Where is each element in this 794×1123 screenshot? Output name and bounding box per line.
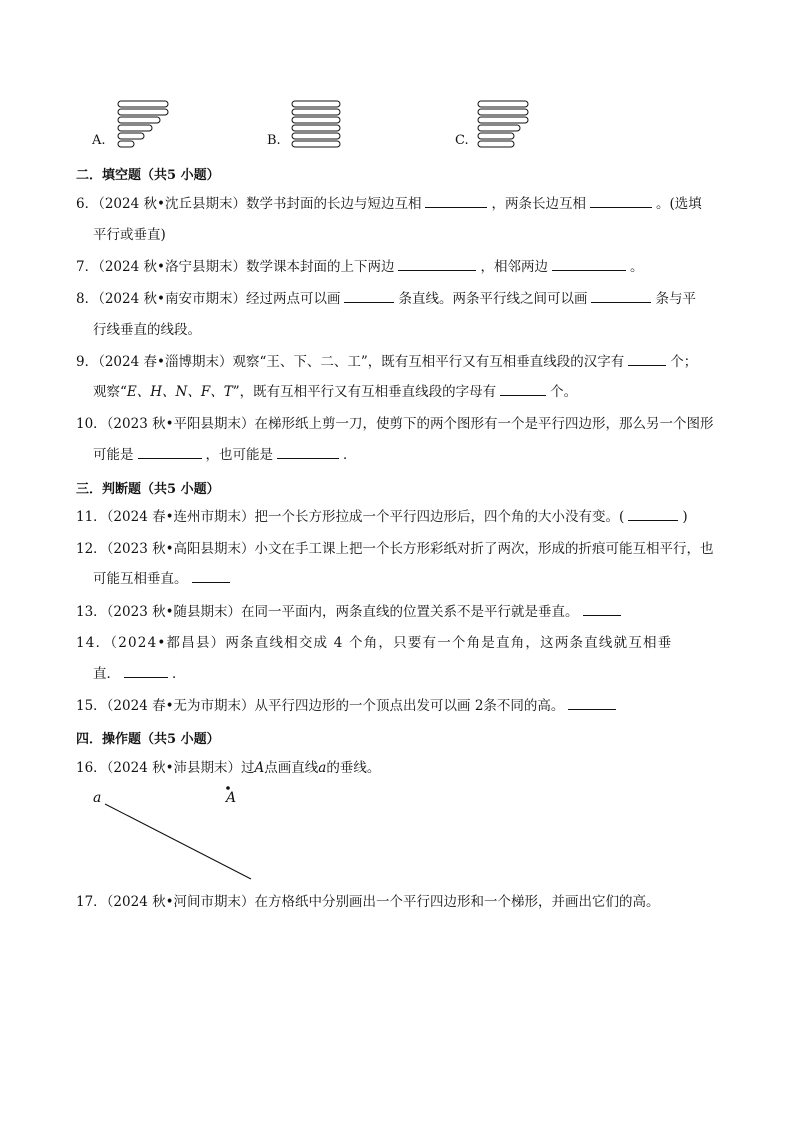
q9-blank-2[interactable] [500, 383, 546, 396]
q6-text-a: 6．（2024 秋•沈丘县期末）数学书封面的长边与短边互相 [76, 196, 422, 212]
question-12: 12．（2023 秋•高阳县期末）小文在手工课上把一个长方形彩纸对折了两次，形成的折痕可能互相平行，也 [76, 541, 714, 557]
section-heading-fill: 二．填空题（共5 小题） [76, 168, 220, 183]
q10-line2-a: 可能是 [93, 447, 134, 463]
question-14-line2 [93, 665, 186, 683]
question-9 [76, 353, 726, 371]
q6-text-b: ，两条长边互相 [491, 196, 586, 212]
q9-line2-b: ”，既有互相平行又有互相垂直线段的字母有 [232, 384, 497, 400]
question-16 [76, 759, 726, 777]
line-a-label: a [93, 790, 102, 806]
q10-line2-c: ． [343, 447, 357, 463]
option-c-label: C. [455, 133, 469, 148]
question-17: 17．（2024 秋•河间市期末）在方格纸中分别画出一个平行四边形和一个梯形，并画出它们的高。 [76, 894, 660, 910]
line-a [105, 804, 251, 879]
question-10: 10．（2023 秋•平阳县期末）在梯形纸上剪一刀，使剪下的两个图形有一个是平行四边形，那么另一个图形 [76, 416, 714, 432]
q7-text-a: 7．（2024 秋•洛宁县期末）数学课本封面的上下两边 [76, 259, 395, 275]
q16-text-b: 点画直线 [264, 760, 319, 776]
q15-blank[interactable] [568, 697, 616, 710]
line-and-point-figure [85, 780, 265, 890]
question-15 [76, 697, 726, 715]
option-a-stack-figure [116, 100, 172, 148]
q12-blank[interactable] [192, 570, 230, 583]
question-13 [76, 603, 726, 621]
question-14: 14．（2024•都昌县）两条直线相交成 4 个角，只要有一个角是直角，这两条直线就互相垂 [76, 635, 673, 651]
q14-blank[interactable] [124, 665, 168, 678]
q9-letters: E、H、N、F、T [126, 384, 233, 400]
question-7 [76, 258, 726, 276]
q9-blank-1[interactable] [628, 353, 666, 366]
option-c-stack-figure [476, 100, 532, 148]
option-a-label: A. [92, 133, 106, 148]
q8-text-c: 条与平 [655, 291, 696, 307]
q7-blank-1[interactable] [398, 258, 476, 271]
q11-text-b: ) [682, 509, 688, 525]
q6-blank-2[interactable] [590, 195, 652, 208]
q10-blank-2[interactable] [277, 446, 339, 459]
q8-blank-2[interactable] [591, 290, 651, 303]
option-b-stack-figure [290, 100, 346, 148]
q8-text-b: 条直线。两条平行线之间可以画 [398, 291, 588, 307]
q8-text-a: 8．（2024 秋•南安市期末）经过两点可以画 [76, 291, 341, 307]
q7-blank-2[interactable] [552, 258, 626, 271]
q16-point-a: A [254, 760, 265, 776]
point-a-label: A [226, 790, 237, 806]
question-11 [76, 508, 726, 526]
q9-line2-c: 个。 [550, 384, 578, 400]
q11-text-a: 11．（2024 春•连州市期末）把一个长方形拉成一个平行四边形后，四个角的大小没有变。( [76, 509, 625, 525]
q6-text-c: 。(选填 [655, 196, 702, 212]
section-heading-judge: 三．判断题（共5 小题） [76, 482, 220, 497]
question-6-line2: 平行或垂直) [93, 227, 166, 243]
q14-line2b: ． [172, 666, 186, 682]
question-9-line2 [93, 383, 577, 401]
q14-line2: 直． [93, 666, 120, 682]
question-8-line2: 行线垂直的线段。 [93, 322, 201, 338]
q9-text-a: 9．（2024 春•淄博期末）观察“王、下、二、工”，既有互相平行又有互相垂直线段的汉字有 [76, 354, 625, 370]
section-heading-operate: 四．操作题（共5 小题） [76, 732, 220, 747]
question-10-line2 [93, 446, 357, 464]
q15-text-a: 15．（2024 春•无为市期末）从平行四边形的一个顶点出发可以画 2条不同的高。 [76, 698, 565, 714]
q9-line2-a: 观察“ [93, 384, 127, 400]
q7-text-b: ，相邻两边 [480, 259, 548, 275]
q11-blank[interactable] [628, 508, 678, 521]
q13-text-a: 13．（2023 秋•随县期末）在同一平面内，两条直线的位置关系不是平行就是垂直。 [76, 604, 579, 620]
q7-text-c: 。 [629, 259, 644, 275]
q16-text-a: 16．（2024 秋•沛县期末）过 [76, 760, 255, 776]
q12-line2: 可能互相垂直。 [93, 571, 188, 587]
q16-line-a: a [318, 760, 327, 776]
q16-text-c: 的垂线。 [326, 760, 381, 776]
q6-blank-1[interactable] [425, 195, 487, 208]
q8-blank-1[interactable] [344, 290, 394, 303]
q10-blank-1[interactable] [138, 446, 202, 459]
q10-line2-b: ，也可能是 [205, 447, 273, 463]
q9-text-b: 个； [670, 354, 698, 370]
question-8 [76, 290, 726, 308]
question-12-line2 [93, 570, 234, 588]
question-6 [76, 195, 726, 213]
q13-blank[interactable] [583, 603, 621, 616]
option-b-label: B. [267, 133, 281, 148]
